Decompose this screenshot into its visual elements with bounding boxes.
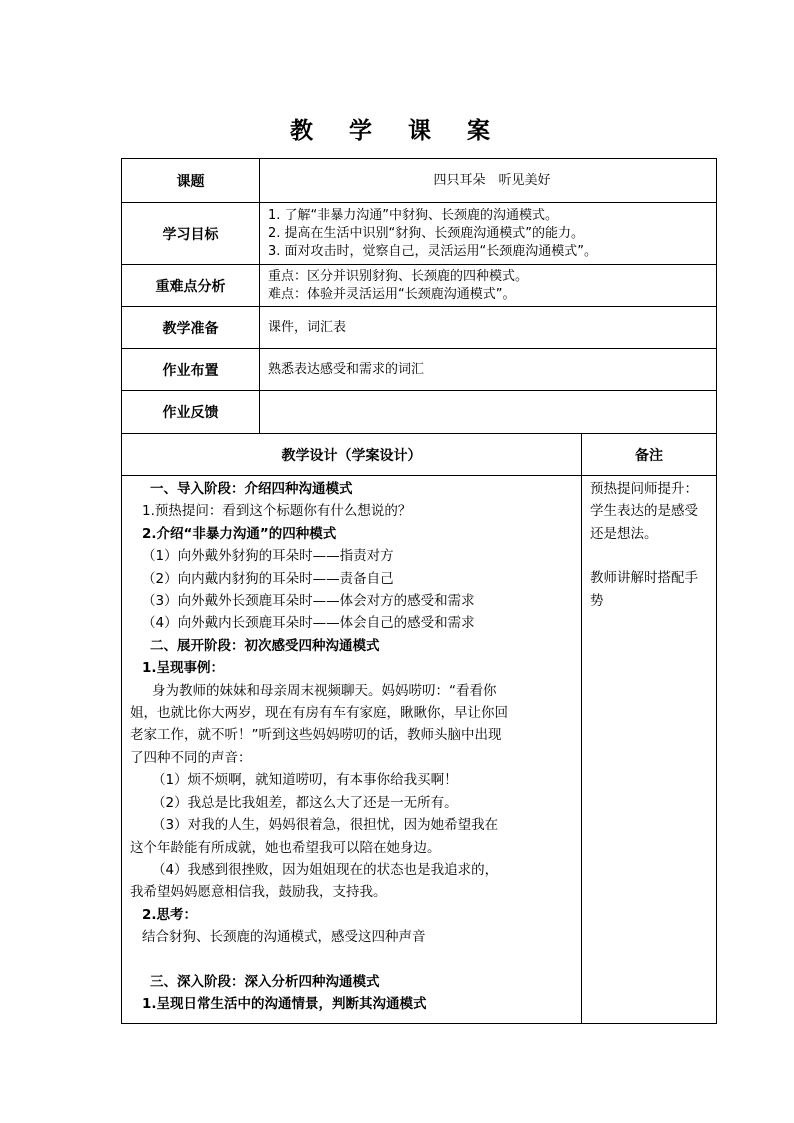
key-points-label: 重难点分析 [122, 265, 260, 307]
design-content [122, 476, 582, 1024]
feedback-value [260, 391, 717, 434]
row-feedback [122, 391, 717, 434]
design-line: 结合豺狗、长颈鹿的沟通模式，感受这四种声音 [142, 929, 426, 946]
design-line: （3）向外戴外长颈鹿耳朵时——体会对方的感受和需求 [142, 593, 475, 610]
topic-value: 四只耳朵 听见美好 [260, 159, 717, 203]
topic-label: 课题 [122, 159, 260, 203]
homework-value: 熟悉表达感受和需求的词汇 [260, 349, 717, 391]
design-line: （4）我感到很挫败，因为姐姐现在的状态也是我追求的， [152, 861, 499, 878]
blank-line [130, 949, 573, 971]
key-point-item: 难点：体验并灵活运用“长颈鹿沟通模式”。 [268, 286, 516, 302]
design-header: 教学设计（学案设计） [122, 434, 582, 476]
design-line: （2）向内戴内豺狗的耳朵时——责备自己 [142, 570, 394, 587]
row-preparation [122, 307, 717, 349]
design-line: （3）对我的人生，妈妈很着急，很担忧，因为她希望我在 [152, 817, 499, 834]
design-line: 2.介绍“非暴力沟通”的四种模式 [142, 525, 337, 542]
objectives-list [260, 203, 717, 265]
lesson-plan-table [121, 158, 717, 1024]
design-line: 老家工作，就不听！”听到这些妈妈唠叨的话，教师头脑中出现 [130, 727, 502, 744]
objectives-label: 学习目标 [122, 203, 260, 265]
objective-item: 2. 提高在生活中识别“豺狗、长颈鹿沟通模式”的能力。 [268, 225, 585, 241]
design-line: （4）向外戴内长颈鹿耳朵时——体会自己的感受和需求 [142, 615, 475, 632]
design-line: 1.预热提问：看到这个标题你有什么想说的？ [142, 503, 412, 520]
design-line: 姐，也就比你大两岁，现在有房有车有家庭，瞅瞅你，早让你回 [130, 705, 508, 722]
preparation-label: 教学准备 [122, 307, 260, 349]
design-line: 我希望妈妈愿意相信我，鼓励我，支持我。 [130, 884, 387, 901]
notes-content [582, 476, 717, 1024]
design-line: 2.思考： [142, 906, 198, 923]
row-objectives [122, 203, 717, 265]
key-point-item: 重点：区分并识别豺狗、长颈鹿的四种模式。 [268, 268, 529, 284]
row-design-body [122, 476, 717, 1024]
key-points-list [260, 265, 717, 307]
design-line: （1）烦不烦啊，就知道唠叨，有本事你给我买啊！ [152, 772, 458, 789]
design-line: 这个年龄能有所成就，她也希望我可以陪在她身边。 [130, 839, 441, 856]
section-heading: 一、导入阶段：介绍四种沟通模式 [150, 481, 353, 497]
notes-header: 备注 [582, 434, 717, 476]
feedback-label: 作业反馈 [122, 391, 260, 434]
row-design-header [122, 434, 717, 476]
section-heading: 二、展开阶段：初次感受四种沟通模式 [150, 637, 380, 654]
row-homework [122, 349, 717, 391]
objective-item: 1. 了解“非暴力沟通”中豺狗、长颈鹿的沟通模式。 [268, 207, 559, 223]
preparation-value: 课件，词汇表 [260, 307, 717, 349]
section-heading: 三、深入阶段：深入分析四种沟通模式 [150, 973, 380, 990]
design-line: （1）向外戴外豺狗的耳朵时——指责对方 [142, 548, 394, 565]
note-item: 预热提问师提升：学生表达的是感受还是想法。 [590, 481, 698, 542]
design-line: （2）我总是比我姐差，都这么大了还是一无所有。 [152, 794, 458, 811]
design-line: 身为教师的妹妹和母亲周末视频聊天。妈妈唠叨：“看看你 [152, 682, 497, 699]
design-line: 1.呈现事例： [142, 660, 225, 677]
note-item: 教师讲解时搭配手势 [590, 570, 698, 609]
design-line: 1.呈现日常生活中的沟通情景，判断其沟通模式 [142, 995, 427, 1012]
row-key-points [122, 265, 717, 307]
objective-item: 3. 面对攻击时，觉察自己，灵活运用“长颈鹿沟通模式”。 [268, 243, 598, 259]
design-line: 了四种不同的声音： [130, 749, 252, 766]
row-topic [122, 159, 717, 203]
document-title: 教 学 课 案 [289, 118, 505, 144]
homework-label: 作业布置 [122, 349, 260, 391]
